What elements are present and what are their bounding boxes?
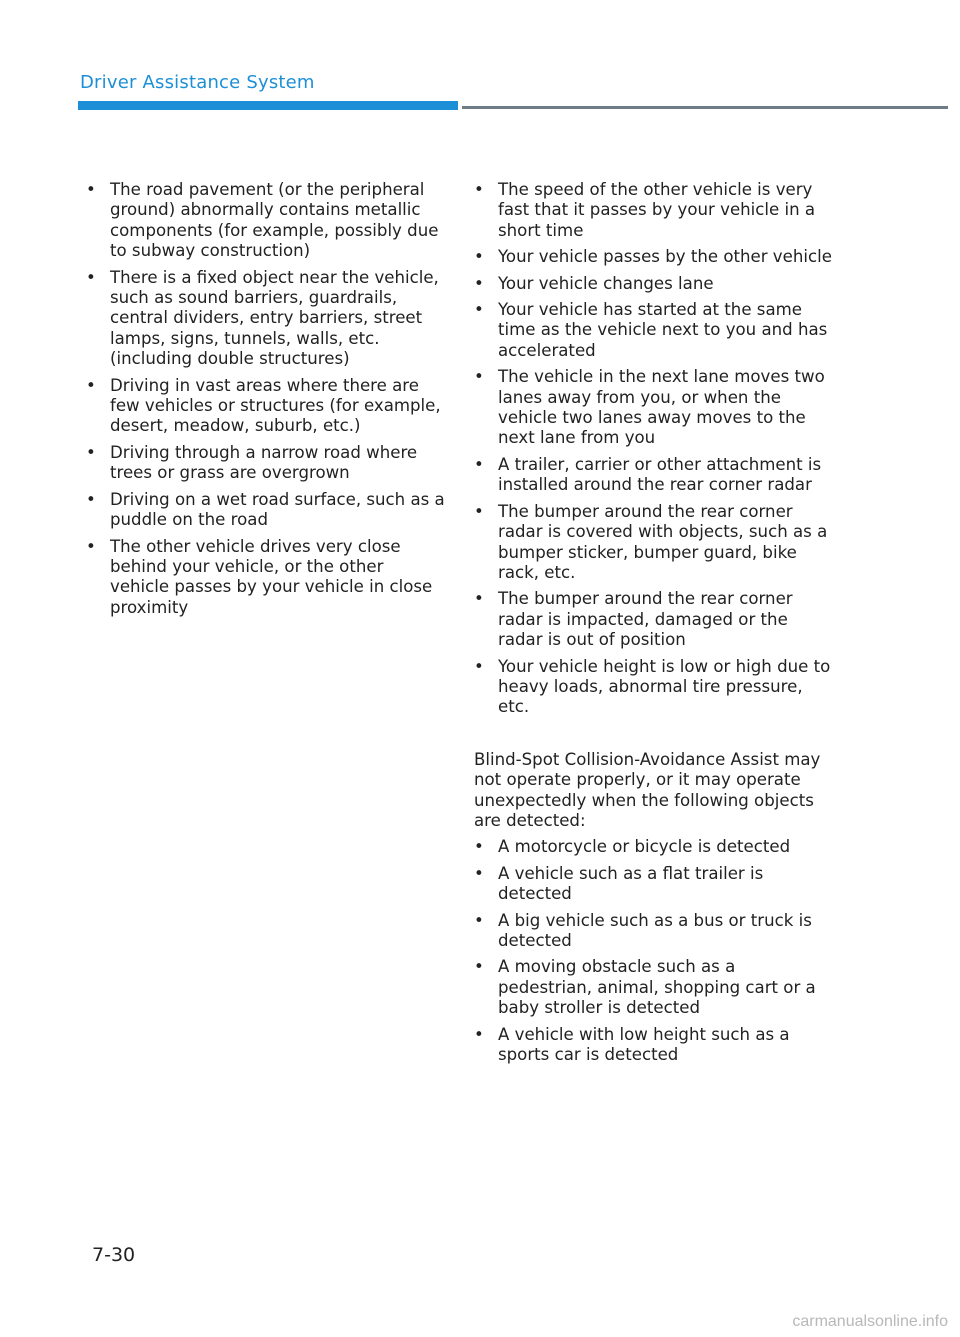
list-item <box>86 537 446 619</box>
list-item-text: Your vehicle passes by the other vehicle <box>498 247 832 267</box>
bullet-icon: • <box>474 247 484 267</box>
header-accent-bar <box>78 101 458 110</box>
list-item <box>474 1025 832 1066</box>
list-item-text: Your vehicle height is low or high due to heavy loads, abnormal tire pressure, etc. <box>498 656 831 717</box>
bullet-icon: • <box>474 300 484 320</box>
list-item-text: Driving in vast areas where there are few vehicles or structures (for example, desert, meadow, suburb, etc.) <box>110 375 441 436</box>
list-item-text: A big vehicle such as a bus or truck is detected <box>498 910 812 950</box>
list-item <box>474 455 832 496</box>
left-column <box>86 180 446 624</box>
bullet-icon: • <box>474 837 484 857</box>
list-item-text: The bumper around the rear corner radar is covered with objects, such as a bumper sticker, bumper guard, bike rack, etc. <box>498 501 828 582</box>
list-item-text: Your vehicle has started at the same time as the vehicle next to you and has accelerated <box>498 300 828 360</box>
watermark-link[interactable]: carmanualsonline.info <box>792 1313 948 1330</box>
list-item <box>474 657 832 718</box>
list-item <box>474 837 832 857</box>
list-item-text: The bumper around the rear corner radar is impacted, damaged or the radar is out of position <box>498 589 793 650</box>
bullet-icon: • <box>474 180 484 199</box>
list-item <box>474 957 832 1018</box>
list-item <box>474 300 832 361</box>
list-item <box>474 911 832 952</box>
bullet-icon: • <box>86 489 96 509</box>
list-item <box>86 376 446 437</box>
list-item <box>474 502 832 584</box>
bullet-icon: • <box>474 501 484 521</box>
bullet-icon: • <box>474 367 484 387</box>
list-item <box>474 864 832 905</box>
bullet-icon: • <box>86 180 96 199</box>
list-item-text: Your vehicle changes lane <box>498 273 714 293</box>
list-item-text: A vehicle such as a flat trailer is detected <box>498 863 764 904</box>
list-item-text: The road pavement (or the peripheral ground) abnormally contains metallic components (for example, possibly due to subway construction) <box>110 180 439 261</box>
bullet-icon: • <box>86 442 96 462</box>
list-item <box>474 247 832 267</box>
section-title: Driver Assistance System <box>80 72 315 93</box>
list-item-text: A vehicle with low height such as a sports car is detected <box>498 1024 790 1065</box>
list-item-text: Driving through a narrow road where trees or grass are overgrown <box>110 442 418 483</box>
list-item <box>474 589 832 650</box>
header-rule <box>462 106 948 109</box>
list-item-text: The speed of the other vehicle is very fast that it passes by your vehicle in a short time <box>498 180 816 240</box>
list-item-text: A moving obstacle such as a pedestrian, animal, shopping cart or a baby stroller is detected <box>498 957 816 1018</box>
bullet-icon: • <box>474 863 484 883</box>
right-column <box>474 180 832 1071</box>
list-item-text: The vehicle in the next lane moves two lanes away from you, or when the vehicle two lanes away moves to the next lane from you <box>498 367 825 448</box>
list-item <box>86 180 446 262</box>
bullet-icon: • <box>474 1024 484 1044</box>
detected-objects-list <box>474 837 832 1065</box>
bullet-icon: • <box>474 957 484 977</box>
bullet-icon: • <box>474 273 484 293</box>
bullet-icon: • <box>474 656 484 676</box>
right-bullet-list <box>474 180 832 718</box>
bullet-icon: • <box>474 589 484 609</box>
list-item <box>86 443 446 484</box>
list-item <box>86 490 446 531</box>
bullet-icon: • <box>474 454 484 474</box>
bullet-icon: • <box>474 910 484 930</box>
page-number: 7-30 <box>92 1244 136 1266</box>
list-item <box>474 180 832 241</box>
list-item <box>474 367 832 449</box>
bca-paragraph: Blind-Spot Collision-Avoidance Assist may not operate properly, or it may operate unexpectedly when the following objects are detected: <box>474 749 821 830</box>
list-item-text: Driving on a wet road surface, such as a puddle on the road <box>110 489 445 530</box>
list-item <box>474 274 832 294</box>
bullet-icon: • <box>86 267 96 287</box>
list-item-text: A motorcycle or bicycle is detected <box>498 837 791 857</box>
left-bullet-list <box>86 180 446 618</box>
list-item-text: The other vehicle drives very close behind your vehicle, or the other vehicle passes by your vehicle in close proximity <box>110 536 433 617</box>
list-item <box>86 268 446 370</box>
list-item-text: There is a fixed object near the vehicle, such as sound barriers, guardrails, central dividers, entry barriers, street lamps, signs, tunnels, walls, etc. (including double structures) <box>110 267 439 369</box>
bullet-icon: • <box>86 375 96 395</box>
list-item-text: A trailer, carrier or other attachment is installed around the rear corner radar <box>498 454 822 495</box>
bullet-icon: • <box>86 536 96 556</box>
